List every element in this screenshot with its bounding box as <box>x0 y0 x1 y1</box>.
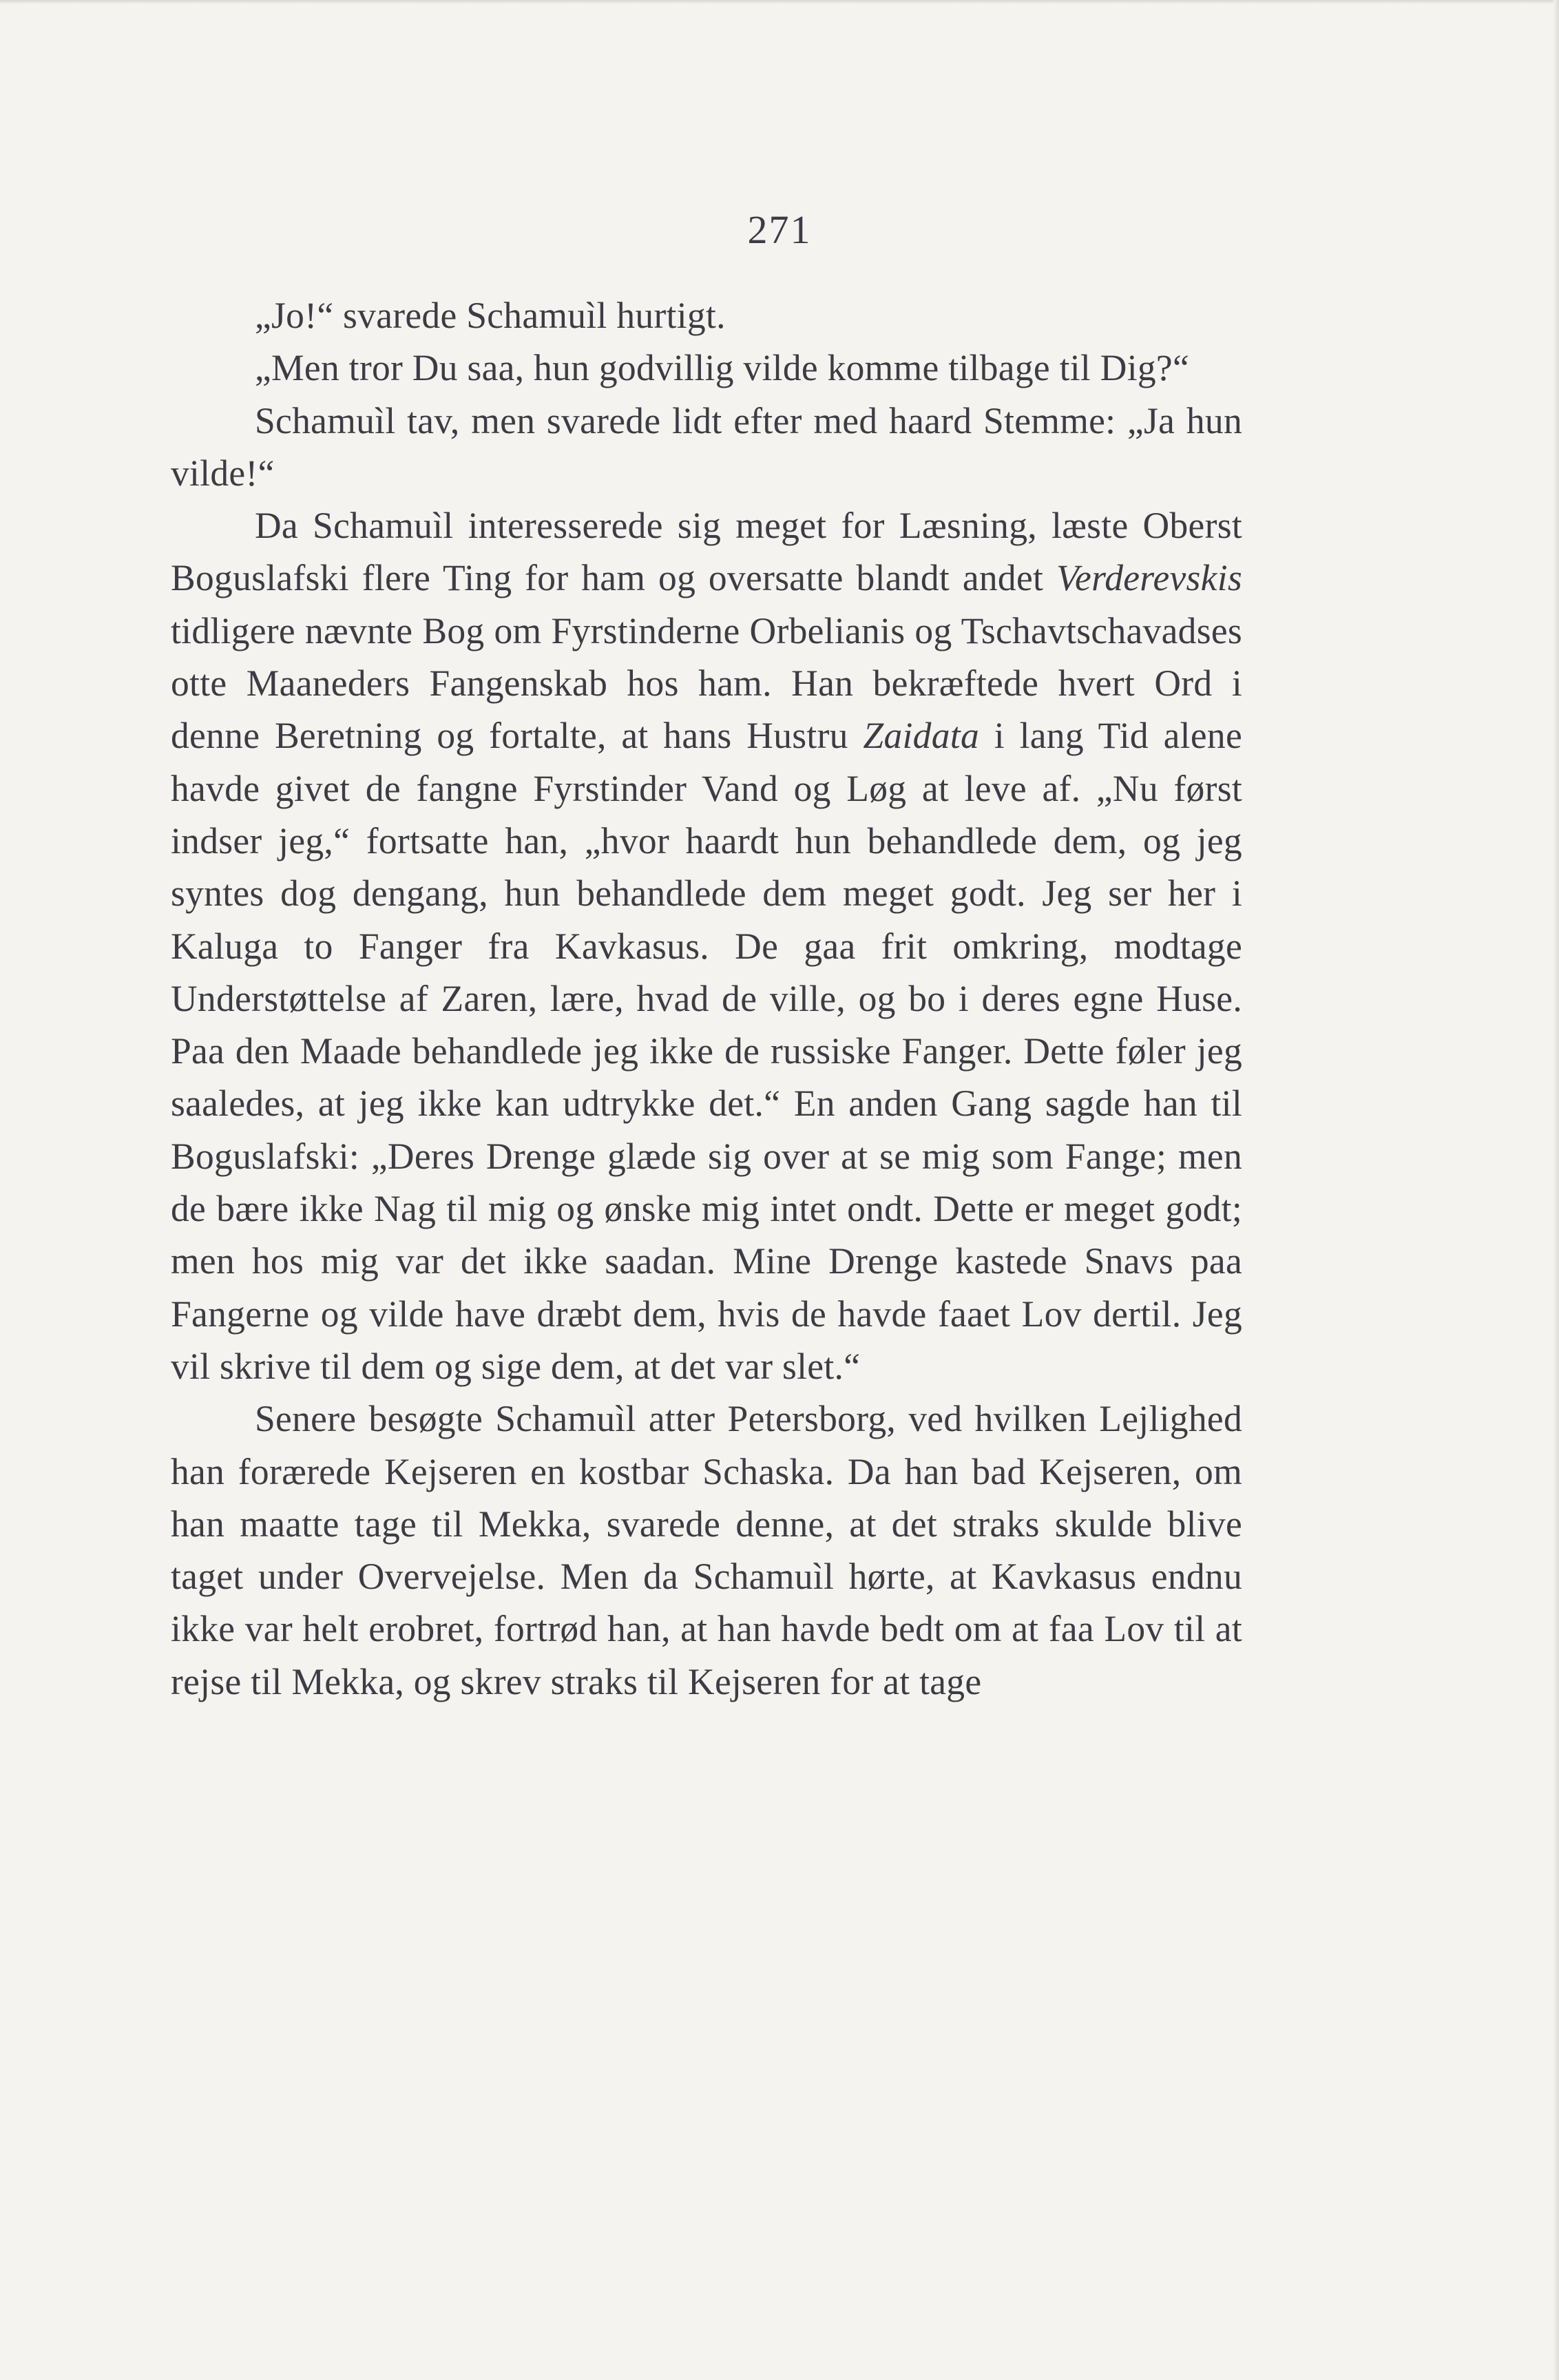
scan-edge-top <box>0 0 1559 4</box>
paragraph-5: Senere besøgte Schamuìl atter Petersborg, ved hvilken Lejlighed han forærede Kejseren en kostbar Schaska. Da han bad Kejseren, om han maatte tage til Mekka, svarede denne, at det straks skulde blive taget under Overvejelse. Men da Schamuìl hørte, at Kavkasus endnu ikke var helt erobret, fortrød han, at han havde bedt om at faa Lov til at rejse til Mekka, og skrev straks til Kejseren for at tage <box>171 1398 1242 1702</box>
italic-name-verderevskis: Verderevskis <box>1056 557 1242 599</box>
italic-name-zaidata: Zaidata <box>863 715 979 757</box>
body-text <box>171 289 1242 1708</box>
paragraph-4-part-1: Da Schamuìl interesserede sig meget for Læsning, læste Oberst Boguslafski flere Ting for ham og oversatte blandt andet <box>171 505 1242 599</box>
paragraph-1: „Jo!“ svarede Schamuìl hurtigt. <box>255 295 726 336</box>
page-number: 271 <box>747 207 812 252</box>
paragraph-4-part-3: i lang Tid alene havde givet de fangne Fyrstinder Vand og Løg at leve af. „Nu først indser jeg,“ fortsatte han, „hvor haardt hun behandlede dem, og jeg syntes dog dengang, hun behandlede dem meget godt. Jeg ser her i Kaluga to Fanger fra Kavkasus. De gaa frit omkring, modtage Understøttelse af Zaren, lære, hvad de ville, og bo i deres egne Huse. Paa den Maade behandlede jeg ikke de russiske Fanger. Dette føler jeg saaledes, at jeg ikke kan udtrykke det.“ En anden Gang sagde han til Boguslafski: „Deres Drenge glæde sig over at se mig som Fange; men de bære ikke Nag til mig og ønske mig intet ondt. Dette er meget godt; men hos mig var det ikke saadan. Mine Drenge kastede Snavs paa Fangerne og vilde have dræbt dem, hvis de havde faaet Lov dertil. Jeg vil skrive til dem og sige dem, at det var slet.“ <box>171 715 1242 1387</box>
scan-edge-right <box>1553 0 1559 2380</box>
paragraph-4-part-2: tidligere nævnte Bog om Fyrstinderne Orbelianis og Tschavtschavadses otte Maaneders Fangenskab hos ham. Han bekræftede hvert Ord i denne Beretning og fortalte, at hans Hustru <box>171 609 1242 757</box>
paragraph-4 <box>171 499 1242 1392</box>
paragraph-2: „Men tror Du saa, hun godvillig vilde komme tilbage til Dig?“ <box>255 347 1190 389</box>
paragraph-3: Schamuìl tav, men svarede lidt efter med haard Stemme: „Ja hun vilde!“ <box>171 399 1242 494</box>
